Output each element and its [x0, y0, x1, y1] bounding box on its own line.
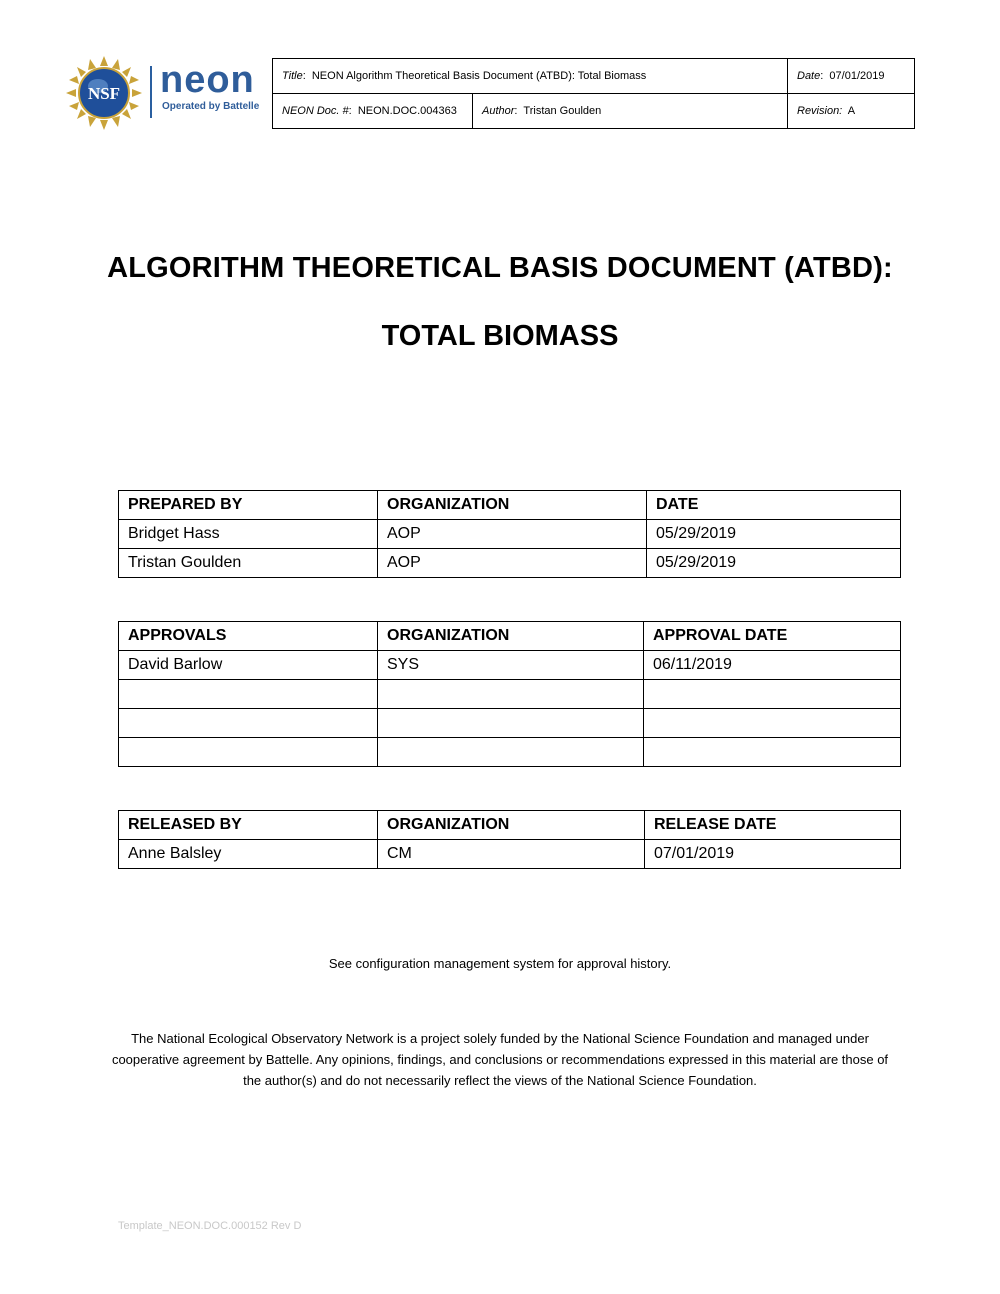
- header-doc-cell: [273, 94, 473, 129]
- revision-label: Revision:: [797, 105, 843, 117]
- colon: :: [514, 105, 524, 117]
- table-header-row: [119, 491, 901, 520]
- column-header: ORGANIZATION: [378, 491, 647, 520]
- date-cell: 05/29/2019: [647, 549, 901, 578]
- seal-lettering: NSF: [87, 84, 121, 103]
- date-label: Date: [797, 70, 821, 82]
- table-row: [119, 549, 901, 578]
- column-header: RELEASED BY: [119, 811, 378, 840]
- doc-number-value: NEON.DOC.004363: [357, 105, 457, 117]
- name-cell: [119, 680, 378, 709]
- logo-area: [66, 56, 272, 130]
- title-label: Title: [282, 70, 303, 82]
- colon: :: [348, 105, 358, 117]
- column-header: DATE: [647, 491, 901, 520]
- revision-value: A: [847, 105, 856, 117]
- table-header-row: [119, 811, 901, 840]
- table-row: [119, 520, 901, 549]
- organization-cell: SYS: [378, 651, 644, 680]
- header-row-title: [273, 59, 915, 94]
- date-cell: [644, 738, 901, 767]
- header-revision-cell: [788, 94, 915, 129]
- approvals-table: [118, 621, 901, 767]
- document-header-table: [272, 58, 915, 129]
- name-cell: Tristan Goulden: [119, 549, 378, 578]
- nsf-seal-logo: [66, 56, 142, 130]
- name-cell: David Barlow: [119, 651, 378, 680]
- author-value: Tristan Goulden: [523, 105, 602, 117]
- date-value: 07/01/2019: [829, 70, 885, 82]
- doc-number-label: NEON Doc. #: [282, 105, 349, 117]
- column-header: ORGANIZATION: [378, 622, 644, 651]
- table-row: [119, 738, 901, 767]
- organization-cell: AOP: [378, 520, 647, 549]
- column-header: APPROVALS: [119, 622, 378, 651]
- funding-disclaimer: The National Ecological Observatory Network is a project solely funded by the National Science Foundation and managed under cooperative agreement by Battelle. Any opinions, findings, and conclusions or recommendations expressed in this material are those of the author(s) and do not necessarily reflect the views of the National Science Foundation.: [111, 1031, 889, 1088]
- document-title-line-1: ALGORITHM THEORETICAL BASIS DOCUMENT (ATBD):: [107, 252, 893, 284]
- column-header: ORGANIZATION: [378, 811, 645, 840]
- document-title-line-2: TOTAL BIOMASS: [381, 320, 619, 352]
- prepared-by-table: [118, 490, 901, 578]
- date-cell: 05/29/2019: [647, 520, 901, 549]
- name-cell: [119, 709, 378, 738]
- table-row: [119, 680, 901, 709]
- author-label: Author: [482, 105, 515, 117]
- title-value: NEON Algorithm Theoretical Basis Document (ATBD): Total Biomass: [311, 70, 647, 82]
- table-row: [119, 840, 901, 869]
- organization-cell: [378, 680, 644, 709]
- table-header-row: [119, 622, 901, 651]
- table-row: [119, 709, 901, 738]
- header-title-cell: [273, 59, 788, 94]
- date-cell: 06/11/2019: [644, 651, 901, 680]
- name-cell: Anne Balsley: [119, 840, 378, 869]
- neon-logo-wordmark: neon: [160, 59, 255, 101]
- logo-divider: [150, 66, 152, 118]
- column-header: APPROVAL DATE: [644, 622, 901, 651]
- column-header: RELEASE DATE: [645, 811, 901, 840]
- organization-cell: [378, 738, 644, 767]
- header-date-cell: [788, 59, 915, 94]
- column-header: PREPARED BY: [119, 491, 378, 520]
- colon: :: [302, 70, 312, 82]
- neon-logo-subtitle: Operated by Battelle: [162, 101, 260, 112]
- name-cell: Bridget Hass: [119, 520, 378, 549]
- table-row: [119, 651, 901, 680]
- template-footer: Template_NEON.DOC.000152 Rev D: [118, 1220, 302, 1232]
- name-cell: [119, 738, 378, 767]
- header-row-doc: [273, 94, 915, 129]
- header-author-cell: [473, 94, 788, 129]
- date-cell: [644, 680, 901, 709]
- date-cell: 07/01/2019: [645, 840, 901, 869]
- organization-cell: AOP: [378, 549, 647, 578]
- released-by-table: [118, 810, 901, 869]
- colon: :: [820, 70, 830, 82]
- organization-cell: [378, 709, 644, 738]
- date-cell: [644, 709, 901, 738]
- config-management-note: See configuration management system for approval history.: [328, 956, 672, 971]
- organization-cell: CM: [378, 840, 645, 869]
